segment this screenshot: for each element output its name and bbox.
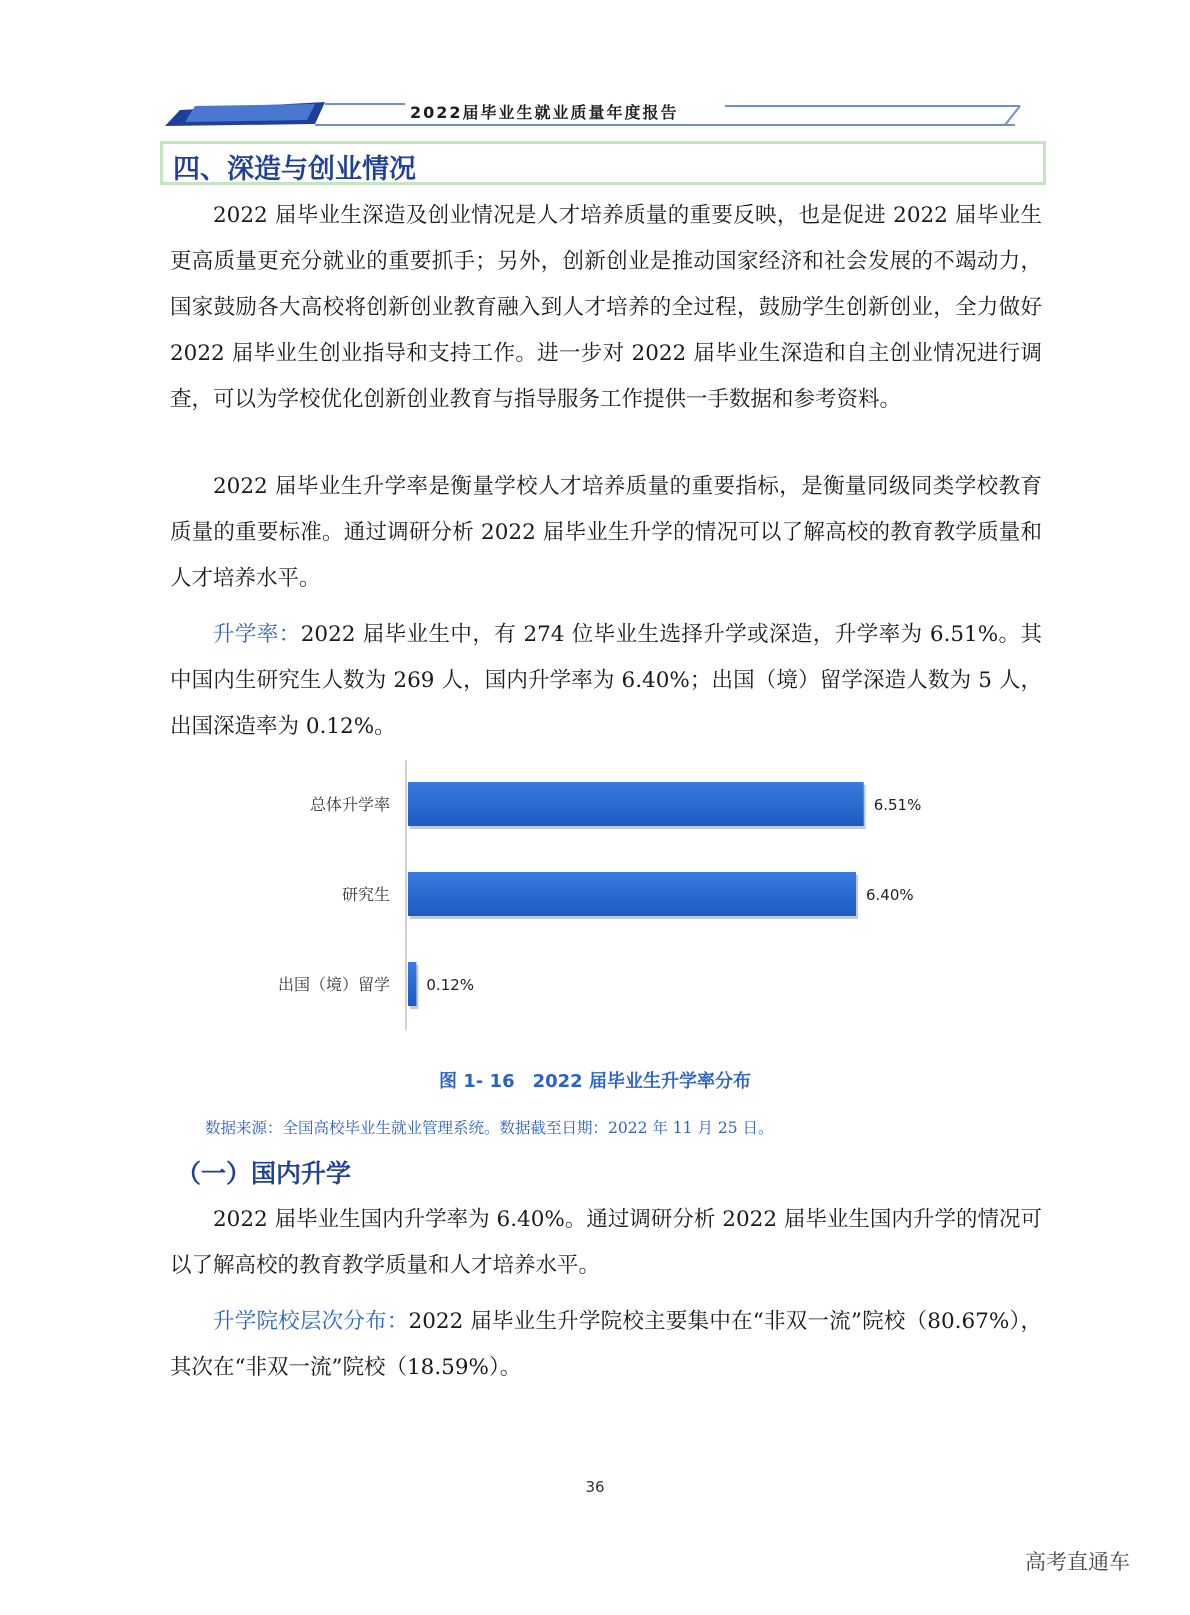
chart-category-label: 总体升学率 [309, 795, 390, 814]
enrollment-rate-chart [250, 760, 950, 1040]
paragraph-enrollment-rate [170, 612, 1042, 750]
watermark: 高考直通车 [1025, 1550, 1130, 1574]
subsection-title: （一）国内升学 [176, 1159, 352, 1188]
institution-level-text: 2022 届毕业生升学院校主要集中在“非双一流”院校（80.67%），其次在“非双一流”院校（18.59%）。 [170, 1309, 1042, 1380]
figure-caption: 图 1- 16 2022 届毕业生升学率分布 [439, 1071, 751, 1092]
chart-category-label: 出国（境）留学 [277, 975, 390, 994]
chart-data-label: 6.51% [873, 796, 922, 814]
header-title: 2022届毕业生就业质量年度报告 [410, 103, 679, 122]
institution-level-label: 升学院校层次分布： [213, 1309, 409, 1334]
paragraph-institution-level [170, 1299, 1042, 1391]
figure-source: 数据来源：全国高校毕业生就业管理系统。数据截至日期：2022 年 11 月 25 日。 [205, 1119, 774, 1137]
chart-bar [408, 782, 864, 826]
chart-category-label: 研究生 [341, 885, 390, 904]
chart-data-label: 0.12% [426, 976, 475, 994]
section-heading-box [160, 141, 1046, 185]
paragraph-domestic: 2022 届毕业生国内升学率为 6.40%。通过调研分析 2022 届毕业生国内升学的情况可以了解高校的教育教学质量和人才培养水平。 [170, 1207, 1042, 1278]
section-title: 四、深造与创业情况 [173, 154, 416, 185]
chart-data-label: 6.40% [866, 886, 914, 904]
chart-bar [408, 872, 856, 916]
chart-bar [408, 962, 416, 1006]
paragraph-intro: 2022 届毕业生深造及创业情况是人才培养质量的重要反映，也是促进 2022 届毕业生更高质量更充分就业的重要抓手；另外，创新创业是推动国家经济和社会发展的不竭动力，国家鼓励各大高校将创新创业教育融入到人才培养的全过程，鼓励学生创新创业，全力做好 2022 届毕业生创业指导和支持工作。进一步对 2022 届毕业生深造和自主创业情况进行调查，可以为学校优化创新创业教育与指导服务工作提供一手数据和参考资料。 [170, 203, 1042, 412]
enrollment-rate-label: 升学率： [213, 622, 301, 647]
enrollment-rate-text: 2022 届毕业生中，有 274 位毕业生选择升学或深造，升学率为 6.51%。其中国内生研究生人数为 269 人，国内升学率为 6.40%；出国（境）留学深造人数为 5 人，出国深造率为 0.12%。 [170, 622, 1042, 739]
page-number: 36 [585, 1478, 605, 1496]
paragraph-enrollment-importance: 2022 届毕业生升学率是衡量学校人才培养质量的重要指标，是衡量同级同类学校教育质量的重要标准。通过调研分析 2022 届毕业生升学的情况可以了解高校的教育教学质量和人才培养水平。 [170, 474, 1042, 591]
